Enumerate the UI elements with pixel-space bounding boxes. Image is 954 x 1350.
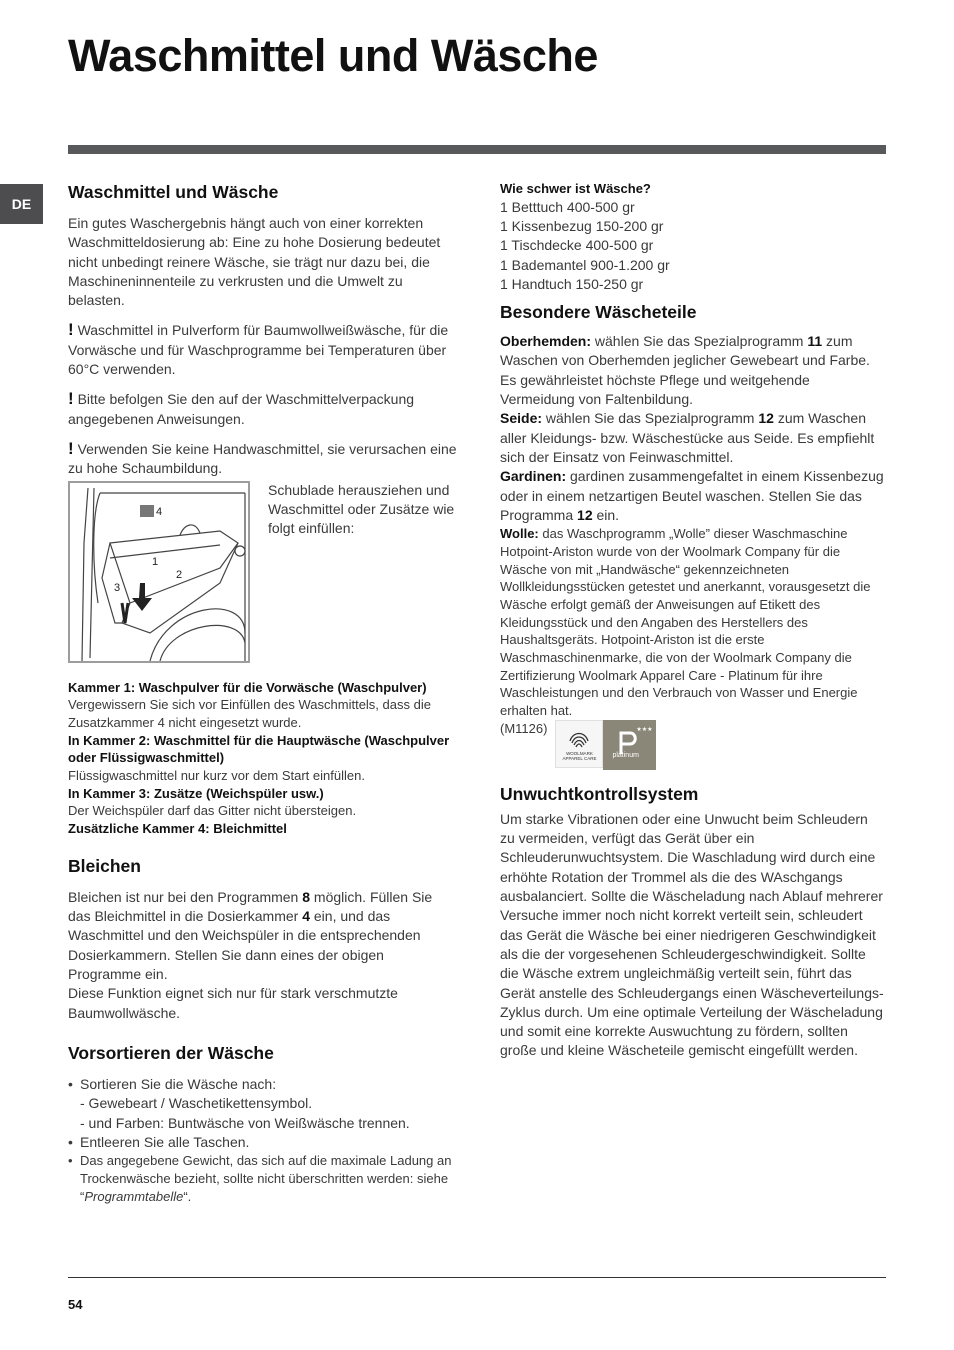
balance-paragraph: Um starke Vibrationen oder eine Unwucht beim Schleudern zu vermeiden, verfügt das Gerät über ein Schleuderunwuchtsystem. Die Waschladung wird durch eine erhöhte Rotation der Trommel als die des WAschgangs ausbalanciert. Sollte die Wäscheladung nach Ablauf mehrerer Versuche immer noch nicht korrekt verteilt sein, schleudert das Gerät die Wäsche bei einer niedrigeren Geschwindigkeit als die der vorgesehenen Schleudergeschwindigkeit. Sollte die Wäsche extrem ungleichmäßig verteilt sein, führt das Gerät anstelle des Schleudergangs einen Wäscheverteilungs-Zyklus durch. Um eine optimale Verteilung der Wäscheladung und somit eine korrekte Auswuchtung zu fördern, sollten große und kleine Wäscheteile gemischt eingefüllt werden. <box>500 810 884 1059</box>
label-chamber-4: 4 <box>156 505 163 518</box>
warning-icon: ! <box>68 438 74 458</box>
shirts-paragraph: Oberhemden: wählen Sie das Spezialprogramm 11 zum Waschen von Oberhemden jeglicher Gewebeart und Farbe. <box>500 333 870 369</box>
list-item: 1 Bademantel 900-1.200 gr <box>500 256 670 273</box>
chamber-4-title: Zusätzliche Kammer 4: Bleichmittel <box>68 821 287 837</box>
woolmark-text: WOOLMARK APPAREL CARE <box>562 750 597 761</box>
label-chamber-3: 3 <box>114 581 121 594</box>
stars-icon: ★★★ <box>636 726 653 733</box>
chamber-1-title: Kammer 1: Waschpulver für die Vorwäsche (Waschpulver) <box>68 679 427 695</box>
label-chamber-1: 1 <box>152 555 159 568</box>
list-item: • Entleeren Sie alle Taschen. <box>68 1133 458 1152</box>
left-column <box>68 180 458 1205</box>
chamber-list <box>68 679 458 838</box>
list-item: 1 Kissenbezug 150-200 gr <box>500 218 664 234</box>
curtains-paragraph: Gardinen: gardinen zusammengefaltet in einem Kissenbezug oder in einem netzartigen Beutel waschen. Stellen Sie das Programma 12 ein. <box>500 468 884 523</box>
list-item: 1 Tischdecke 400-500 gr <box>500 237 654 254</box>
page-number: 54 <box>68 1297 83 1312</box>
label-chamber-2: 2 <box>176 568 183 581</box>
list-item: - und Farben: Buntwäsche von Weißwäsche trennen. <box>80 1114 410 1131</box>
warning-powder <box>68 320 458 379</box>
footer-rule <box>68 1277 886 1278</box>
woolmark-icon <box>567 727 591 751</box>
section-heading-sorting: Vorsortieren der Wäsche <box>68 1042 274 1063</box>
platinum-logo <box>603 720 656 770</box>
weights-heading: Wie schwer ist Wäsche? <box>500 181 651 196</box>
list-item: 1 Betttuch 400-500 gr <box>500 198 635 215</box>
shirts-note: Es gewährleistet höchste Pflege und weitgehende Vermeidung von Faltenbildung. <box>500 371 810 408</box>
certification-row <box>500 720 886 770</box>
drawer-figure-row <box>68 481 458 663</box>
drawer-drawing <box>70 483 248 661</box>
warning-icon: ! <box>68 320 74 340</box>
figure-caption: Schublade herausziehen und Waschmittel oder Zusätze wie folgt einfüllen: <box>268 481 455 537</box>
list-item: - Gewebeart / Waschetikettensymbol. <box>80 1095 313 1112</box>
sorting-list <box>68 1075 458 1205</box>
bleach-note: Diese Funktion eignet sich nur für stark verschmutzte Baumwollwäsche. <box>68 985 398 1021</box>
section-heading-bleach: Bleichen <box>68 855 141 876</box>
warning-handwash <box>68 439 458 479</box>
detergent-drawer-illustration <box>68 481 250 663</box>
list-item: 1 Handtuch 150-250 gr <box>500 275 644 292</box>
platinum-text: platinum <box>612 751 639 759</box>
woolmark-logo <box>555 720 603 768</box>
warning-text: Waschmittel in Pulverform für Baumwollweißwäsche, für die Vorwäsche und für Waschprogramme bei Temperaturen über 60°C verwenden. <box>68 322 449 378</box>
warning-icon: ! <box>68 389 74 409</box>
weights-list <box>500 198 886 294</box>
chamber-3-text: Der Weichspüler darf das Gitter nicht übersteigen. <box>68 803 357 819</box>
bleach-paragraph: Bleichen ist nur bei den Programmen 8 möglich. Füllen Sie das Bleichmittel in die Dosierkammer 4 ein, und das Waschmittel und den Weichspüler in die entsprechenden Dosierkammern. Stellen Sie dann eines der obigen Programme ein. <box>68 888 433 983</box>
list-item: • Das angegebene Gewicht, das sich auf die maximale Ladung an Trockenwäsche bezieht, sollte nicht überschritten werden: siehe “Programmtabelle“. <box>68 1152 458 1205</box>
section-heading-balance: Unwuchtkontrollsystem <box>500 783 699 804</box>
model-code: (M1126) <box>500 720 548 736</box>
warning-instructions <box>68 389 458 429</box>
section-heading-special: Besondere Wäscheteile <box>500 302 697 323</box>
chamber-3-title: In Kammer 3: Zusätze (Weichspüler usw.) <box>68 785 324 801</box>
header-rule <box>68 145 886 154</box>
chamber-1-text: Vergewissern Sie sich vor Einfüllen des Waschmittels, dass die Zusatzkammer 4 nicht eingesetzt wurde. <box>68 697 431 730</box>
section-heading-detergents: Waschmittel und Wäsche <box>68 182 279 202</box>
warning-text: Bitte befolgen Sie den auf der Waschmittelverpackung angegebenen Anweisungen. <box>68 391 415 427</box>
silk-paragraph: Seide: wählen Sie das Spezialprogramm 12 zum Waschen aller Kleidungs- bzw. Wäschestücke aus Seide. Es empfiehlt sich der Einsatz von Feinwaschmittel. <box>500 410 875 465</box>
intro-paragraph: Ein gutes Waschergebnis hängt auch von einer korrekten Waschmitteldosierung ab: Eine zu hohe Dosierung bedeutet nicht unbedingt reinere Wäsche, sie trägt nur dazu bei, die Maschineninnenteile zu verkrusten und die Umwelt zu belasten. <box>68 215 441 309</box>
page-title: Waschmittel und Wäsche <box>68 30 598 81</box>
right-column <box>500 180 886 1061</box>
wool-paragraph: Wolle: das Waschprogramm „Wolle” dieser Waschmaschine Hotpoint-Ariston wurde von der Woolmark Company für die Wäsche von mit „Handwäsche“ gekennzeichneten Wollkleidungsstücken getestet und anerkannt, vorausgesetzt die Wäsche erfolgt gemäß der Anweisungen auf Etikett des Kleidungsstück und den Angaben des Herstellers des Haushaltsgeräts. Hotpoint-Ariston ist die erste Waschmaschinenmarke, die von der Woolmark Company die Zertifizierung Woolmark Apparel Care - Platinum für ihre Waschleistungen und den Verbrauch von Wasser und Energie erhalten hat. <box>500 526 871 719</box>
chamber-2-text: Flüssigwaschmittel nur kurz vor dem Start einfüllen. <box>68 768 365 784</box>
language-tab: DE <box>0 184 43 224</box>
warning-text: Verwenden Sie keine Handwaschmittel, sie verursachen eine zu hohe Schaumbildung. <box>68 440 457 477</box>
list-item: • Sortieren Sie die Wäsche nach: <box>68 1075 458 1094</box>
chamber-2-title: In Kammer 2: Waschmittel für die Hauptwäsche (Waschpulver oder Flüssigwaschmittel) <box>68 732 450 766</box>
